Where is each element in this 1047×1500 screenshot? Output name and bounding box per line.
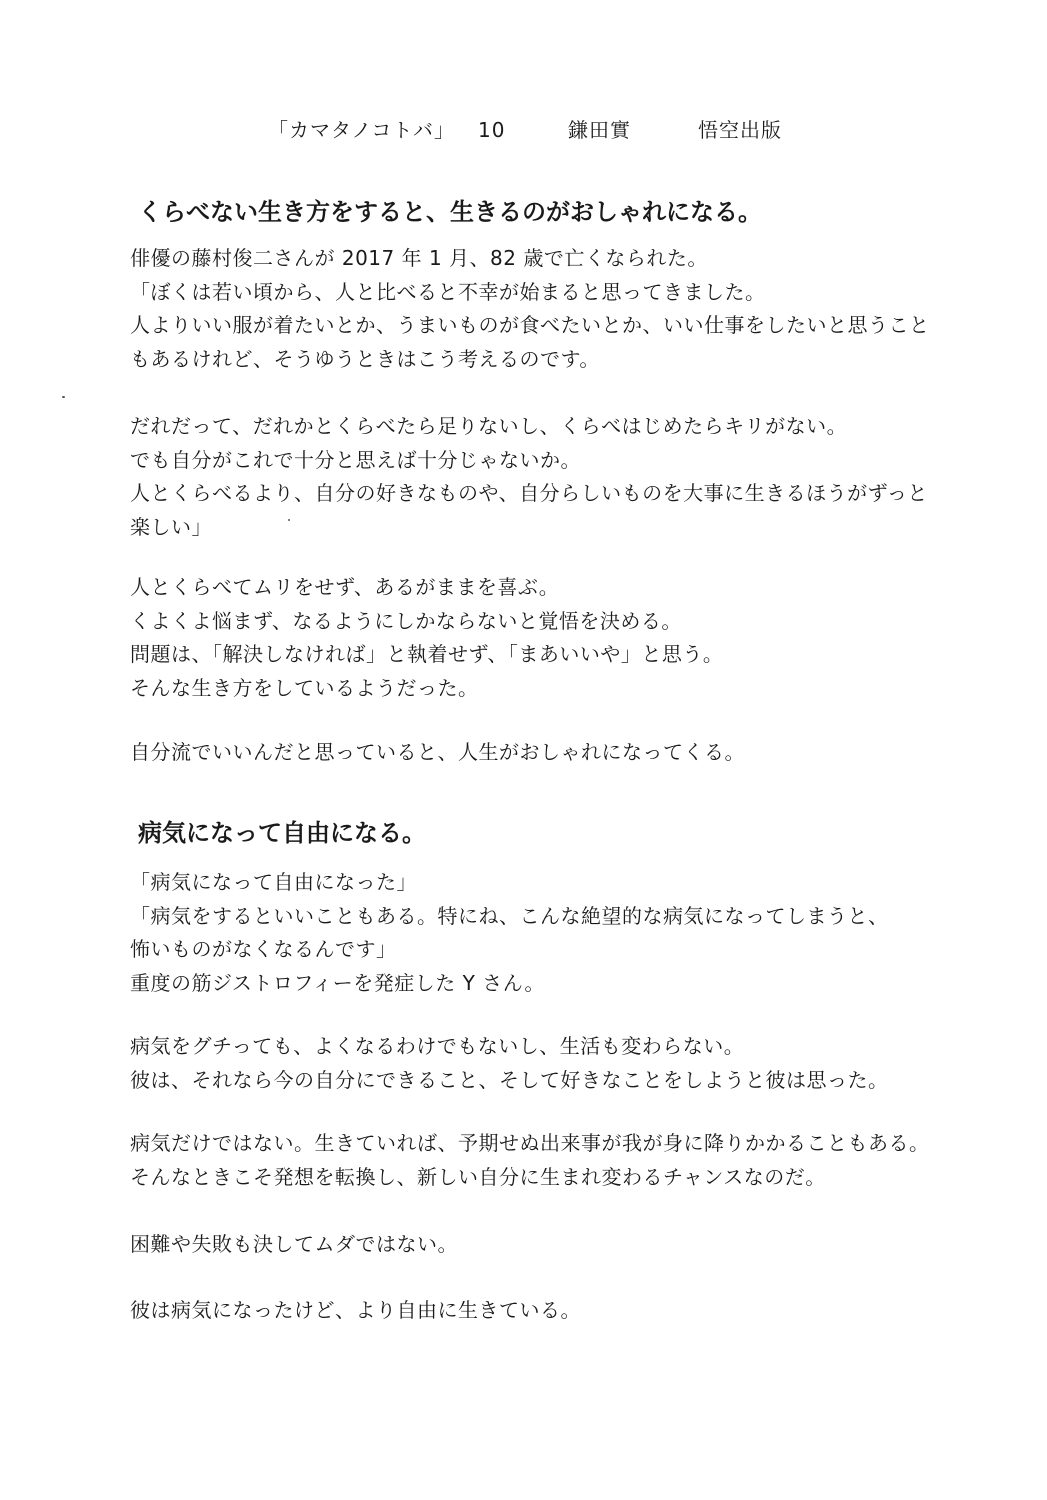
section1-paragraph-4	[130, 736, 990, 770]
author-name: 鎌田實	[568, 118, 631, 142]
text-line: そんなときこそ発想を転換し、新しい自分に生まれ変わるチャンスなのだ。	[130, 1164, 826, 1189]
text-line: でも自分がこれで十分と思えば十分じゃないか。	[130, 447, 581, 472]
text-line: 人とくらべてムリをせず、あるがままを喜ぶ。	[130, 575, 560, 599]
text-line: 重度の筋ジストロフィーを発症した Y さん。	[130, 970, 545, 995]
text-line: 楽しい」	[130, 514, 212, 539]
section1-paragraph-3	[130, 571, 990, 705]
text-line: 彼は、それなら今の自分にできること、そして好きなことをしようと彼は思った。	[130, 1067, 889, 1092]
section2-paragraph-3	[130, 1127, 990, 1194]
section1-paragraph-2	[130, 410, 990, 544]
section1-heading: くらべない生き方をすると、生きるのがおしゃれになる。	[138, 198, 762, 226]
text-line: 病気だけではない。生きていれば、予期せぬ出来事が我が身に降りかかることもある。	[130, 1131, 930, 1155]
text-line: 人とくらべるより、自分の好きなものや、自分らしいものを大事に生きるほうがずっと	[130, 481, 928, 505]
text-line: もあるけれど、そうゆうときはこう考えるのです。	[130, 346, 600, 371]
text-line: 怖いものがなくなるんです」	[130, 937, 397, 961]
text-line: 人よりいい服が着たいとか、うまいものが食べたいとか、いい仕事をしたいと思うこと	[130, 313, 930, 337]
text-line: 俳優の藤村俊二さんが 2017 年 1 月、82 歳で亡くなられた。	[130, 246, 708, 270]
text-line: 「ぼくは若い頃から、人と比べると不幸が始まると思ってきました。	[130, 279, 766, 304]
series-title: 「カマタノコトバ」	[268, 118, 455, 142]
text-line: くよくよ悩まず、なるようにしかならないと覚悟を決める。	[130, 608, 682, 633]
text-line: だれだって、だれかとくらべたら足りないし、くらべはじめたらキリがない。	[130, 414, 848, 438]
text-line: 「病気をするといいこともある。特にね、こんな絶望的な病気になってしまうと、	[130, 903, 889, 928]
text-line: 自分流でいいんだと思っていると、人生がおしゃれになってくる。	[130, 740, 745, 764]
publisher-name: 悟空出版	[698, 118, 782, 142]
scan-speck	[288, 519, 290, 521]
text-line: 彼は病気になったけど、より自由に生きている。	[130, 1298, 581, 1322]
section2-heading: 病気になって自由になる。	[138, 819, 426, 847]
text-line: 「病気になって自由になった」	[130, 870, 417, 894]
section2-paragraph-5	[130, 1294, 990, 1328]
text-line: 病気をグチっても、よくなるわけでもないし、生活も変わらない。	[130, 1034, 745, 1058]
section2-paragraph-4	[130, 1228, 990, 1262]
text-line: 困難や失敗も決してムダではない。	[130, 1232, 458, 1256]
section2-paragraph-2	[130, 1030, 990, 1097]
section2-paragraph-1	[130, 866, 990, 1000]
text-line: 問題は、「解決しなければ」と執着せず、「まあいいや」と思う。	[130, 642, 724, 666]
text-line: そんな生き方をしているようだった。	[130, 675, 479, 700]
scan-speck	[62, 396, 65, 398]
section1-paragraph-1	[130, 242, 990, 376]
issue-number: 10	[478, 118, 506, 142]
